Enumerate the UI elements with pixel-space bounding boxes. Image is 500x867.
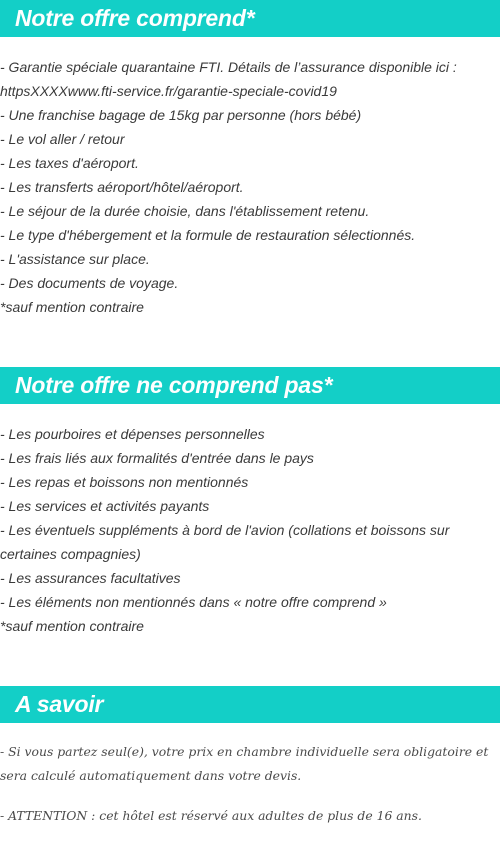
list-item: - L'assistance sur place. xyxy=(0,251,150,267)
section-title: Notre offre ne comprend pas* xyxy=(15,372,333,398)
list-item: - Les transferts aéroport/hôtel/aéroport. xyxy=(0,179,244,195)
list-item: - Le séjour de la durée choisie, dans l'établissement retenu. xyxy=(0,203,370,219)
list-item: - Les services et activités payants xyxy=(0,498,210,514)
excluded-list xyxy=(0,422,500,638)
section-header-a-savoir xyxy=(0,686,500,723)
list-item: - Des documents de voyage. xyxy=(0,275,179,291)
list-item: - Les éléments non mentionnés dans « notre offre comprend » xyxy=(0,594,387,610)
info-paragraph: - Si vous partez seul(e), votre prix en chambre individuelle sera obligatoire et sera calculé automatiquement dans votre devis. xyxy=(0,744,489,783)
included-list xyxy=(0,55,500,319)
list-item: - Le vol aller / retour xyxy=(0,131,125,147)
footnote: *sauf mention contraire xyxy=(0,299,144,315)
list-item: - Le type d'hébergement et la formule de restauration sélectionnés. xyxy=(0,227,416,243)
section-title: A savoir xyxy=(15,691,104,717)
list-item: - Garantie spéciale quarantaine FTI. Détails de l’assurance disponible ici : httpsXXXXwww.fti-service.fr/garantie-speciale-covid19 xyxy=(0,59,457,99)
section-header-offre-comprend xyxy=(0,0,500,37)
list-item: - Les repas et boissons non mentionnés xyxy=(0,474,249,490)
section-title: Notre offre comprend* xyxy=(15,5,255,31)
list-item: - Une franchise bagage de 15kg par personne (hors bébé) xyxy=(0,107,362,123)
list-item: - Les pourboires et dépenses personnelles xyxy=(0,426,265,442)
info-paragraph-warning: - ATTENTION : cet hôtel est réservé aux adultes de plus de 16 ans. xyxy=(0,808,422,823)
list-item: - Les assurances facultatives xyxy=(0,570,181,586)
list-item: - Les éventuels suppléments à bord de l'avion (collations et boissons sur certaines compagnies) xyxy=(0,522,450,562)
footnote: *sauf mention contraire xyxy=(0,618,144,634)
list-item: - Les taxes d'aéroport. xyxy=(0,155,139,171)
section-header-offre-ne-comprend-pas xyxy=(0,367,500,404)
list-item: - Les frais liés aux formalités d'entrée dans le pays xyxy=(0,450,314,466)
